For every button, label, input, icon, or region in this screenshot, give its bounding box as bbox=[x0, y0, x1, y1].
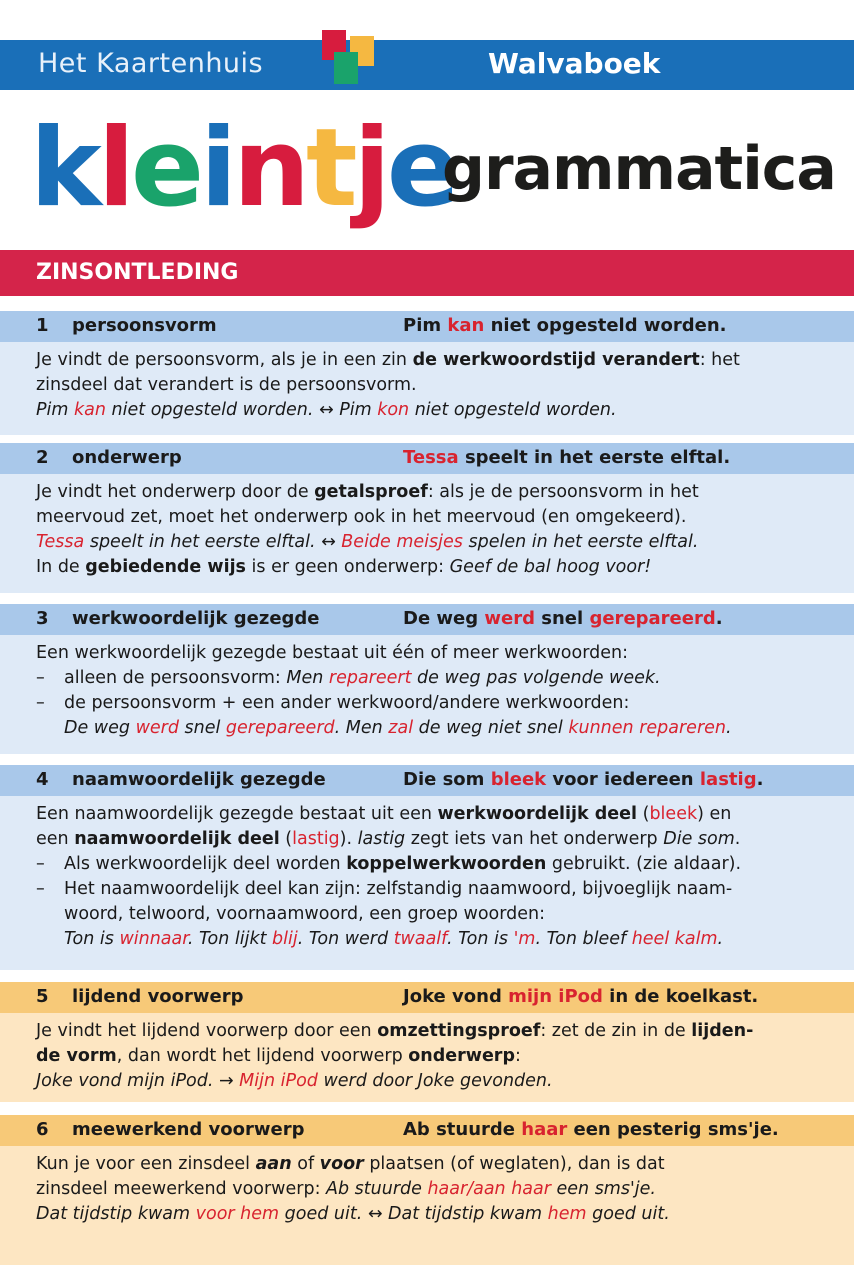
title-letter: t bbox=[306, 106, 354, 231]
text-run: speelt in het eerste elftal. bbox=[458, 447, 731, 468]
explanation-lines bbox=[36, 1152, 670, 1227]
highlight-run: Tessa bbox=[36, 532, 85, 552]
text-run: in de koelkast. bbox=[602, 986, 759, 1007]
text-run: Joke vond bbox=[403, 986, 509, 1007]
rule-number: 1 bbox=[36, 315, 49, 336]
bullet-dash: – bbox=[36, 668, 45, 688]
bold-run: de vorm bbox=[36, 1046, 117, 1066]
highlight-run: lastig bbox=[292, 829, 340, 849]
explanation-line bbox=[36, 877, 741, 902]
bold-run: naamwoordelijk deel bbox=[74, 829, 280, 849]
text-run: de weg niet snel bbox=[413, 718, 569, 738]
explanation-line bbox=[36, 852, 741, 877]
rule-example bbox=[403, 769, 763, 790]
rule-term: onderwerp bbox=[72, 447, 182, 468]
rule-number: 3 bbox=[36, 608, 49, 629]
highlight-run: bleek bbox=[490, 769, 547, 790]
text-run: Een werkwoordelijk gezegde bestaat uit één of meer werkwoorden: bbox=[36, 643, 628, 663]
text-run: Pim bbox=[36, 400, 75, 420]
text-run: : als je de persoonsvorm in het bbox=[427, 482, 699, 502]
rule-term: lijdend voorwerp bbox=[72, 986, 244, 1007]
text-run: De weg bbox=[403, 608, 485, 629]
highlight-run: hem bbox=[547, 1204, 587, 1224]
explanation-lines bbox=[36, 348, 740, 423]
text-run: Je vindt het onderwerp door de bbox=[36, 482, 315, 502]
text-run: : zet de zin in de bbox=[540, 1021, 692, 1041]
highlight-run: lastig bbox=[699, 769, 757, 790]
text-run: Die som bbox=[403, 769, 491, 790]
title-grammatica: grammatica bbox=[442, 134, 836, 204]
text-run: Als werkwoordelijk deel worden bbox=[64, 854, 347, 874]
bold-run: gebiedende wijs bbox=[85, 557, 246, 577]
publisher-name: Het Kaartenhuis bbox=[38, 48, 264, 79]
text-run: snel bbox=[178, 718, 226, 738]
title-letter: j bbox=[353, 106, 387, 231]
text-run: . bbox=[717, 929, 724, 949]
explanation-line bbox=[36, 802, 741, 827]
text-run: een sms'je. bbox=[550, 1179, 656, 1199]
title-letter: k bbox=[30, 106, 98, 231]
top-banner bbox=[0, 40, 854, 90]
highlight-run: kan bbox=[74, 400, 106, 420]
text-run: gebruikt. (zie aldaar). bbox=[546, 854, 742, 874]
bold-run: koppelwerkwoorden bbox=[346, 854, 547, 874]
text-run: ). bbox=[339, 829, 358, 849]
highlight-run: voor hem bbox=[195, 1204, 280, 1224]
rule-explanation bbox=[0, 1146, 854, 1265]
text-run: niet opgesteld worden. bbox=[484, 315, 727, 336]
text-run: speelt in het eerste elftal. ↔ bbox=[84, 532, 342, 552]
text-run: werd door Joke gevonden. bbox=[317, 1071, 553, 1091]
highlight-run: Mijn iPod bbox=[239, 1071, 318, 1091]
highlight-run: Beide meisjes bbox=[341, 532, 463, 552]
explanation-line bbox=[36, 505, 699, 530]
title-letter: l bbox=[97, 106, 131, 231]
text-run: een pesterig sms'je. bbox=[567, 1119, 779, 1140]
highlight-run: haar bbox=[521, 1119, 568, 1140]
explanation-line bbox=[36, 1044, 753, 1069]
explanation-line bbox=[36, 530, 699, 555]
text-run: . bbox=[726, 718, 732, 738]
text-run: niet opgesteld worden. ↔ Pim bbox=[105, 400, 378, 420]
explanation-line bbox=[36, 1177, 670, 1202]
bold-run: werkwoordelijk deel bbox=[437, 804, 638, 824]
text-run: . Ton lijkt bbox=[187, 929, 273, 949]
highlight-run: kunnen repareren bbox=[568, 718, 726, 738]
rule-example bbox=[403, 1119, 779, 1140]
rule-term: naamwoordelijk gezegde bbox=[72, 769, 326, 790]
highlight-run: Tessa bbox=[403, 447, 459, 468]
text-run: de weg pas volgende week. bbox=[411, 668, 661, 688]
bold-run: aan bbox=[255, 1154, 292, 1174]
title-letter: i bbox=[200, 106, 234, 231]
bold-run: voor bbox=[319, 1154, 364, 1174]
highlight-run: mijn iPod bbox=[508, 986, 603, 1007]
text-run: In de bbox=[36, 557, 86, 577]
highlight-run: twaalf bbox=[393, 929, 448, 949]
rule-example bbox=[403, 608, 723, 629]
rule-term: persoonsvorm bbox=[72, 315, 217, 336]
text-run: . bbox=[734, 829, 741, 849]
text-run: : het bbox=[699, 350, 740, 370]
text-run: Een naamwoordelijk gezegde bestaat uit een bbox=[36, 804, 438, 824]
rule-header bbox=[0, 604, 854, 635]
highlight-run: heel kalm bbox=[631, 929, 718, 949]
text-run: , dan wordt het lijdend voorwerp bbox=[116, 1046, 409, 1066]
text-run: Het naamwoordelijk deel kan zijn: zelfstandig naamwoord, bijvoeglijk naam- bbox=[64, 879, 733, 899]
highlight-run: zal bbox=[388, 718, 414, 738]
text-run: woord, telwoord, voornaamwoord, een groep woorden: bbox=[64, 904, 546, 924]
text-run: plaatsen (of weglaten), dan is dat bbox=[363, 1154, 665, 1174]
text-run: Ton is bbox=[64, 929, 120, 949]
rule-explanation bbox=[0, 342, 854, 435]
rule-header bbox=[0, 982, 854, 1013]
text-run: : bbox=[514, 1046, 521, 1066]
explanation-lines bbox=[36, 480, 699, 580]
highlight-run: werd bbox=[484, 608, 536, 629]
section-header bbox=[0, 250, 854, 296]
title-kleintje bbox=[30, 104, 456, 234]
text-run: . Ton bleef bbox=[535, 929, 632, 949]
highlight-run: bleek bbox=[649, 804, 698, 824]
bullet-dash: – bbox=[36, 693, 45, 713]
rule-explanation bbox=[0, 474, 854, 593]
text-run: . Men bbox=[334, 718, 389, 738]
rule-term: werkwoordelijk gezegde bbox=[72, 608, 320, 629]
bold-run: getalsproef bbox=[314, 482, 428, 502]
highlight-run: haar/aan haar bbox=[427, 1179, 551, 1199]
highlight-run: blij bbox=[272, 929, 298, 949]
text-run: zegt iets van het onderwerp bbox=[405, 829, 664, 849]
text-run: ( bbox=[637, 804, 650, 824]
explanation-line bbox=[36, 716, 732, 741]
text-run: goed uit. ↔ Dat tijdstip kwam bbox=[279, 1204, 548, 1224]
explanation-line bbox=[36, 348, 740, 373]
text-run: ( bbox=[279, 829, 293, 849]
bold-run: lijden- bbox=[691, 1021, 754, 1041]
explanation-line bbox=[36, 927, 741, 952]
text-run: Die som bbox=[663, 829, 735, 849]
rule-example bbox=[403, 315, 726, 336]
explanation-line bbox=[36, 398, 740, 423]
text-run: snel bbox=[535, 608, 590, 629]
text-run: een bbox=[36, 829, 75, 849]
explanation-lines bbox=[36, 1019, 753, 1094]
rule-number: 4 bbox=[36, 769, 49, 790]
text-run: De weg bbox=[64, 718, 136, 738]
text-run: voor iedereen bbox=[546, 769, 700, 790]
section-title: ZINSONTLEDING bbox=[36, 260, 239, 285]
text-run: . bbox=[756, 769, 764, 790]
highlight-run: werd bbox=[135, 718, 179, 738]
text-run: alleen de persoonsvorm: bbox=[64, 668, 287, 688]
logo-square-green bbox=[334, 52, 358, 84]
explanation-lines bbox=[36, 641, 732, 741]
title-letter: e bbox=[386, 106, 456, 231]
text-run: Je vindt het lijdend voorwerp door een bbox=[36, 1021, 378, 1041]
bold-run: de werkwoordstijd verandert bbox=[412, 350, 700, 370]
rule-example bbox=[403, 447, 730, 468]
text-run: zinsdeel dat verandert is de persoonsvorm. bbox=[36, 375, 417, 395]
highlight-run: kan bbox=[447, 315, 485, 336]
rule-example bbox=[403, 986, 758, 1007]
text-run: . bbox=[715, 608, 723, 629]
text-run: Dat tijdstip kwam bbox=[36, 1204, 196, 1224]
rule-header bbox=[0, 765, 854, 796]
text-run: niet opgesteld worden. bbox=[409, 400, 617, 420]
highlight-run: gerepareerd bbox=[589, 608, 716, 629]
text-run: goed uit. bbox=[586, 1204, 670, 1224]
bold-run: onderwerp bbox=[408, 1046, 515, 1066]
rule-number: 2 bbox=[36, 447, 49, 468]
text-run: de persoonsvorm + een ander werkwoord/andere werkwoorden: bbox=[64, 693, 630, 713]
text-run: Geef de bal hoog voor! bbox=[449, 557, 652, 577]
explanation-line bbox=[36, 827, 741, 852]
title-letter: e bbox=[130, 106, 201, 231]
text-run: Kun je voor een zinsdeel bbox=[36, 1154, 256, 1174]
series-name: Walvaboek bbox=[488, 47, 661, 80]
explanation-line bbox=[36, 641, 732, 666]
text-run: Men bbox=[286, 668, 329, 688]
text-run: Pim bbox=[403, 315, 448, 336]
rule-header bbox=[0, 1115, 854, 1146]
rule-header bbox=[0, 443, 854, 474]
text-run: Joke vond mijn iPod. → bbox=[36, 1071, 240, 1091]
explanation-line bbox=[36, 902, 741, 927]
rule-number: 5 bbox=[36, 986, 49, 1007]
rule-number: 6 bbox=[36, 1119, 49, 1140]
logo-squares bbox=[322, 30, 382, 90]
rule-explanation bbox=[0, 635, 854, 754]
explanation-line bbox=[36, 555, 699, 580]
text-run: meervoud zet, moet het onderwerp ook in het meervoud (en omgekeerd). bbox=[36, 507, 687, 527]
text-run: . Ton werd bbox=[297, 929, 394, 949]
rule-explanation bbox=[0, 1013, 854, 1102]
explanation-line bbox=[36, 373, 740, 398]
explanation-line bbox=[36, 691, 732, 716]
rule-term: meewerkend voorwerp bbox=[72, 1119, 305, 1140]
text-run: spelen in het eerste elftal. bbox=[462, 532, 699, 552]
text-run: zinsdeel meewerkend voorwerp: bbox=[36, 1179, 327, 1199]
explanation-line bbox=[36, 666, 732, 691]
highlight-run: winnaar bbox=[119, 929, 188, 949]
rule-header bbox=[0, 311, 854, 342]
bold-run: omzettingsproef bbox=[377, 1021, 541, 1041]
explanation-line bbox=[36, 1069, 753, 1094]
text-run: lastig bbox=[357, 829, 406, 849]
text-run: ) en bbox=[697, 804, 732, 824]
highlight-run: 'm bbox=[513, 929, 536, 949]
explanation-line bbox=[36, 480, 699, 505]
bullet-dash: – bbox=[36, 879, 45, 899]
text-run: Ab stuurde bbox=[403, 1119, 522, 1140]
explanation-line bbox=[36, 1152, 670, 1177]
explanation-line bbox=[36, 1019, 753, 1044]
explanation-lines bbox=[36, 802, 741, 952]
highlight-run: repareert bbox=[328, 668, 412, 688]
explanation-line bbox=[36, 1202, 670, 1227]
bullet-dash: – bbox=[36, 854, 45, 874]
book-title bbox=[30, 104, 836, 234]
text-run: of bbox=[291, 1154, 320, 1174]
text-run: Ab stuurde bbox=[326, 1179, 428, 1199]
text-run: is er geen onderwerp: bbox=[245, 557, 450, 577]
rule-explanation bbox=[0, 796, 854, 970]
highlight-run: kon bbox=[377, 400, 410, 420]
title-letter: n bbox=[233, 106, 307, 231]
text-run: Je vindt de persoonsvorm, als je in een zin bbox=[36, 350, 413, 370]
text-run: . Ton is bbox=[447, 929, 514, 949]
highlight-run: gerepareerd bbox=[225, 718, 335, 738]
